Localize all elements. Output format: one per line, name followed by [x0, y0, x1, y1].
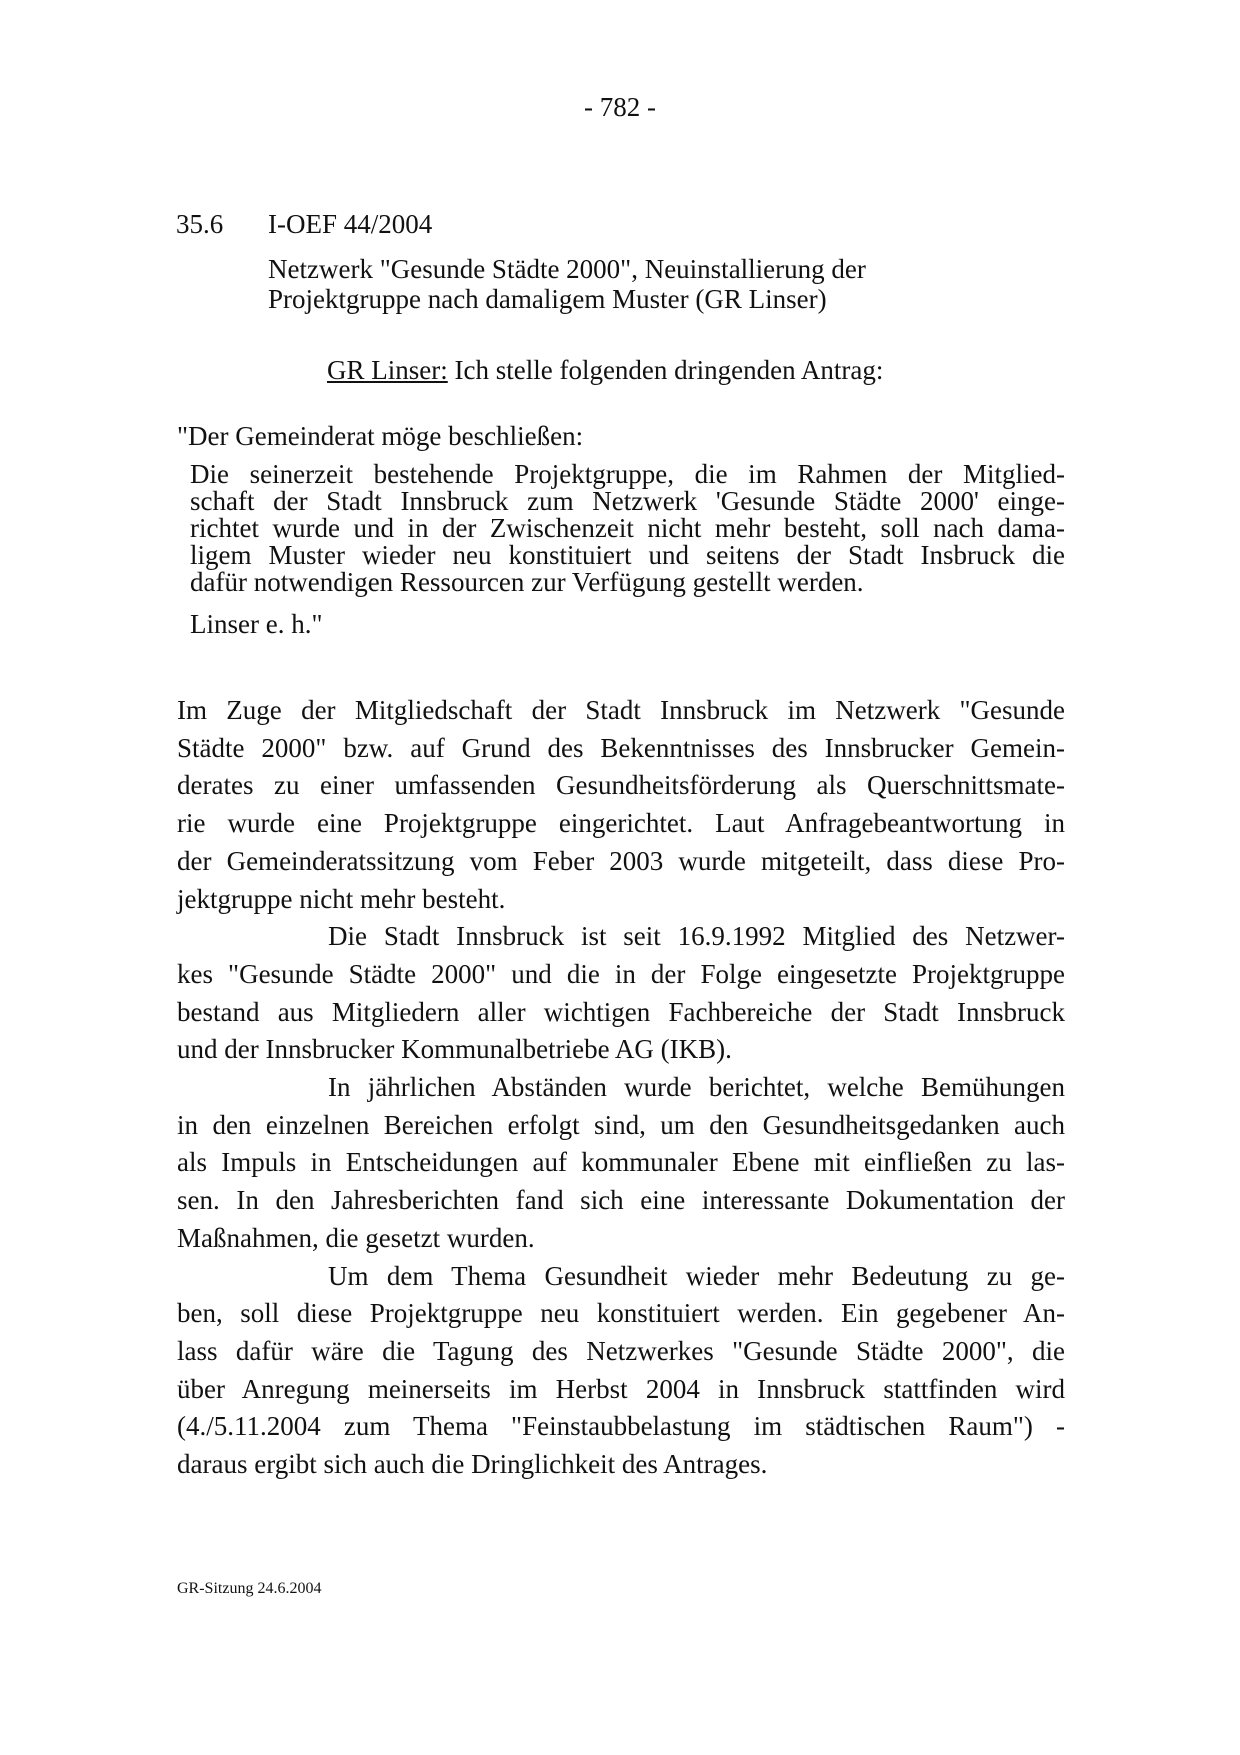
body-line: daraus ergibt sich auch die Dringlichkeit des Antrages. — [177, 1449, 768, 1480]
motion-line: schaft der Stadt Innsbruck zum Netzwerk 'Gesunde Städte 2000' einge- — [190, 486, 1065, 516]
body-line: über Anregung meinerseits im Herbst 2004 in Innsbruck stattfinden wird — [177, 1373, 1065, 1404]
agenda-item-title — [268, 254, 968, 314]
body-line: der Gemeinderatssitzung vom Feber 2003 wurde mitgeteilt, dass diese Pro- — [177, 845, 1065, 876]
title-line: Projektgruppe nach damaligem Muster (GR Linser) — [268, 284, 827, 314]
body-line: Die Stadt Innsbruck ist seit 16.9.1992 Mitglied des Netzwer- — [328, 921, 1065, 952]
title-line: Netzwerk "Gesunde Städte 2000", Neuinstallierung der — [268, 254, 866, 284]
body-line: ben, soll diese Projektgruppe neu konstituiert werden. Ein gegebener An- — [177, 1298, 1065, 1329]
body-line: Im Zuge der Mitgliedschaft der Stadt Innsbruck im Netzwerk "Gesunde — [177, 695, 1065, 725]
motion-line: Die seinerzeit bestehende Projektgruppe, die im Rahmen der Mitglied- — [190, 459, 1065, 489]
body-line: kes "Gesunde Städte 2000" und die in der Folge eingesetzte Projektgruppe — [177, 958, 1065, 989]
body-line: rie wurde eine Projektgruppe eingerichtet. Laut Anfragebeantwortung in — [177, 808, 1065, 839]
body-line: und der Innsbrucker Kommunalbetriebe AG (IKB). — [177, 1034, 732, 1065]
motion-line: dafür notwendigen Ressourcen zur Verfügung gestellt werden. — [190, 567, 864, 597]
agenda-item-number: 35.6 — [176, 209, 224, 239]
motion-signature: Linser e. h." — [190, 609, 323, 639]
footer-session-date: GR-Sitzung 24.6.2004 — [177, 1580, 322, 1597]
page-number: - 782 - — [584, 92, 656, 122]
motion-line: richtet wurde und in der Zwischenzeit nicht mehr besteht, soll nach dama- — [190, 513, 1065, 543]
motion-text — [190, 461, 1065, 596]
agenda-item-reference: I-OEF 44/2004 — [268, 209, 433, 239]
body-line: Städte 2000" bzw. auf Grund des Bekenntnisses des Innsbrucker Gemein- — [177, 732, 1065, 763]
body-text — [177, 692, 1065, 1484]
body-line: als Impuls in Entscheidungen auf kommunaler Ebene mit einfließen zu las- — [177, 1147, 1065, 1178]
speaker-name: GR Linser: — [327, 355, 448, 385]
body-line: derates zu einer umfassenden Gesundheitsförderung als Querschnittsmate- — [177, 770, 1065, 801]
body-line: lass dafür wäre die Tagung des Netzwerkes "Gesunde Städte 2000", die — [177, 1335, 1065, 1366]
body-line: sen. In den Jahresberichten fand sich eine interessante Dokumentation der — [177, 1185, 1065, 1216]
body-line: In jährlichen Abständen wurde berichtet, welche Bemühungen — [328, 1072, 1065, 1103]
body-line: Maßnahmen, die gesetzt wurden. — [177, 1222, 535, 1253]
body-line: in den einzelnen Bereichen erfolgt sind, um den Gesundheitsgedanken auch — [177, 1109, 1065, 1140]
speaker-statement: Ich stelle folgenden dringenden Antrag: — [447, 355, 884, 385]
motion-intro: "Der Gemeinderat möge beschließen: — [177, 421, 584, 451]
body-line: Um dem Thema Gesundheit wieder mehr Bedeutung zu ge- — [328, 1260, 1065, 1291]
body-line: (4./5.11.2004 zum Thema "Feinstaubbelastung im städtischen Raum") - — [177, 1411, 1065, 1442]
body-line: bestand aus Mitgliedern aller wichtigen Fachbereiche der Stadt Innsbruck — [177, 996, 1065, 1027]
speaker-line — [327, 355, 883, 386]
body-line: jektgruppe nicht mehr besteht. — [177, 883, 506, 914]
motion-line: ligem Muster wieder neu konstituiert und seitens der Stadt Insbruck die — [190, 540, 1065, 570]
